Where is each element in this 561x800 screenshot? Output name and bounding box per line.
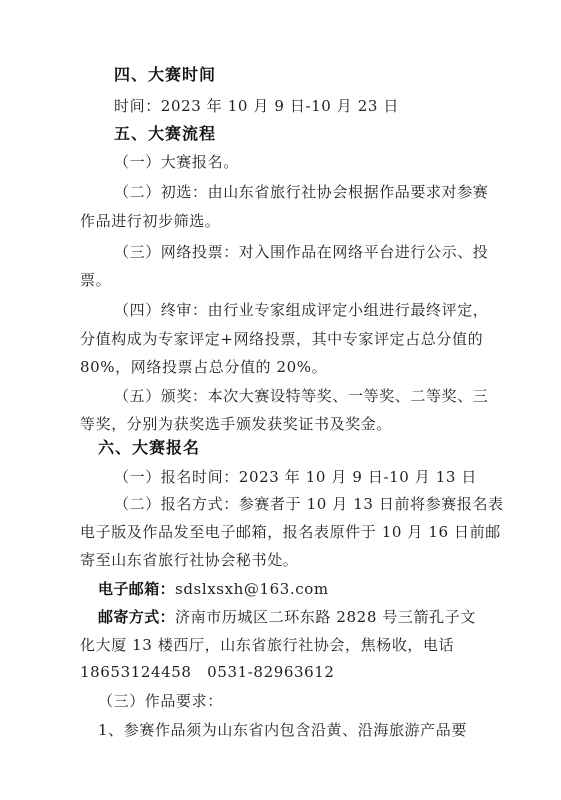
mail-line [98, 607, 476, 627]
registration-time: （一）报名时间：2023 年 10 月 9 日-10 月 13 日 [114, 468, 477, 486]
mail-address: 济南市历城区二环东路 2828 号三箭孔子文 [175, 608, 476, 626]
mail-label: 邮寄方式： [98, 608, 176, 626]
email-label: 电子邮箱： [98, 580, 176, 598]
process-step-preliminary-cont: 作品进行初步筛选。 [80, 212, 221, 230]
section-heading-process: 五、大赛流程 [114, 124, 217, 143]
process-step-voting: （三）网络投票：对入围作品在网络平台进行公示、投 [114, 243, 489, 261]
process-step-final: （四）终审：由行业专家组成评定小组进行最终评定， [114, 301, 489, 319]
contest-time: 时间：2023 年 10 月 9 日-10 月 23 日 [114, 97, 399, 115]
email-value: sdslxsxh@163.com [175, 580, 329, 598]
process-step-voting-cont: 票。 [80, 271, 112, 289]
process-step-award-cont: 等奖，分别为获奖选手颁发获奖证书及奖金。 [80, 415, 393, 433]
section-heading-registration: 六、大赛报名 [98, 438, 201, 457]
mail-address-cont: 化大厦 13 楼西厅，山东省旅行社协会，焦杨收，电话 [80, 636, 455, 654]
process-step-preliminary: （二）初选：由山东省旅行社协会根据作品要求对参赛 [114, 183, 489, 201]
process-step-final-cont1: 分值构成为专家评定+网络投票，其中专家评定占总分值的 [80, 330, 484, 348]
process-step-final-cont2: 80%，网络投票占总分值的 20%。 [80, 358, 328, 376]
registration-method-cont1: 电子版及作品发至电子邮箱，报名表原件于 10 月 16 日前邮 [80, 523, 501, 541]
section-heading-time: 四、大赛时间 [114, 65, 217, 84]
registration-method: （二）报名方式：参赛者于 10 月 13 日前将参赛报名表 [114, 495, 504, 513]
work-requirements-heading: （三）作品要求： [98, 692, 223, 710]
mail-phone: 18653124458 0531-82963612 [80, 663, 335, 681]
process-step-award: （五）颁奖：本次大赛设特等奖、一等奖、二等奖、三 [114, 387, 489, 405]
email-line [98, 579, 329, 599]
process-step-registration: （一）大赛报名。 [114, 153, 239, 171]
registration-method-cont2: 寄至山东省旅行社协会秘书处。 [80, 551, 299, 569]
work-requirement-1: 1、参赛作品须为山东省内包含沿黄、沿海旅游产品要 [98, 721, 467, 739]
